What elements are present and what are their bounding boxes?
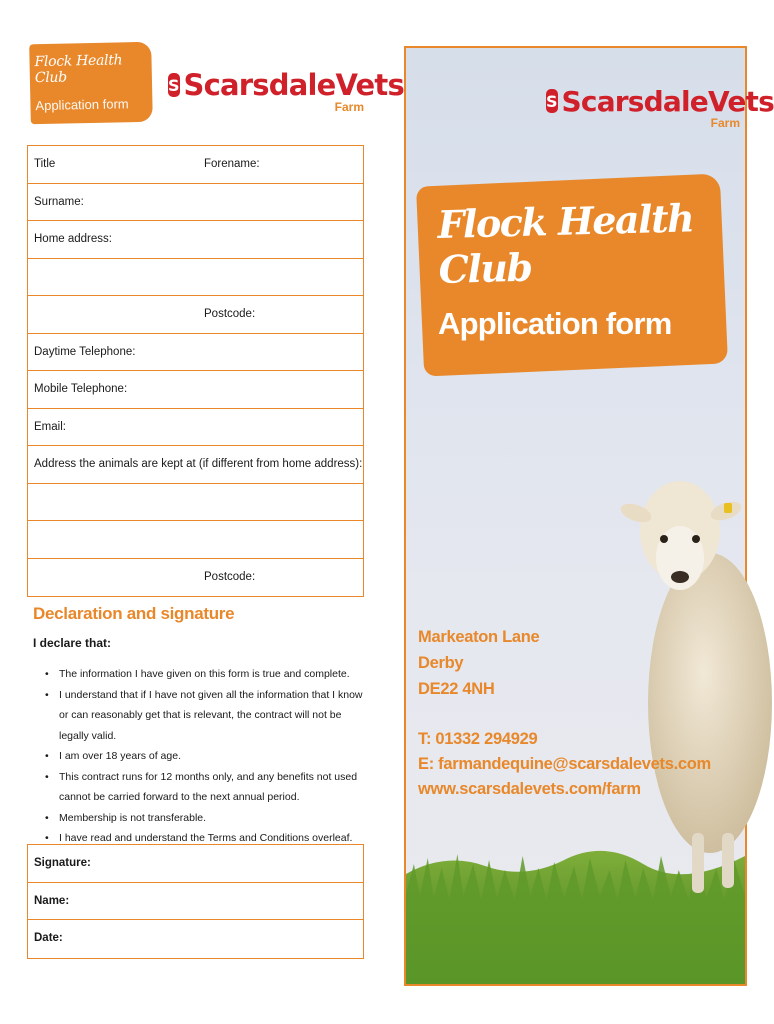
declaration-item: • The information I have given on this form is true and complete. <box>45 664 365 685</box>
cover-contact <box>418 727 711 802</box>
declaration-item: • I am over 18 years of age. <box>45 746 365 767</box>
declaration-list <box>45 664 365 849</box>
surname-field[interactable] <box>28 184 363 222</box>
address-line-2: Derby <box>418 654 464 672</box>
mobile-telephone-label: Mobile Telephone: <box>34 383 128 395</box>
address-line-1: Markeaton Lane <box>418 628 540 646</box>
row-title-forename[interactable] <box>28 146 363 184</box>
signature-field[interactable] <box>28 845 363 883</box>
forename-label: Forename: <box>204 158 260 170</box>
declaration-item: • This contract runs for 12 months only, and any benefits not used cannot be carried forward to the next annual period. <box>45 767 365 808</box>
home-address-label: Home address: <box>34 233 112 245</box>
declaration-title: Declaration and signature <box>33 604 235 623</box>
cover-title: Flock Health Club <box>436 195 694 293</box>
animals-address-line-3[interactable] <box>28 521 363 559</box>
address-line-3: DE22 4NH <box>418 680 495 698</box>
cover-panel <box>404 46 774 986</box>
application-form <box>27 145 364 597</box>
phone-text: T: 01332 294929 <box>418 730 538 748</box>
declaration-item: • I understand that if I have not given all the information that I know or can reasonably get that is relevant, the contract will not be legally valid. <box>45 685 365 747</box>
cover-logo-sub: Farm <box>710 116 740 130</box>
sheep-illustration <box>622 473 757 913</box>
name-field[interactable] <box>28 883 363 921</box>
tag-subtitle: Application form <box>35 96 129 114</box>
mobile-telephone-field[interactable] <box>28 371 363 409</box>
signature-label: Signature: <box>34 857 91 869</box>
cover-logo-mark-icon: S <box>546 89 558 113</box>
declaration-item: • Membership is not transferable. <box>45 808 365 829</box>
postcode-field[interactable] <box>28 296 363 334</box>
logo-mark-icon: S <box>168 73 180 97</box>
postcode-2-label: Postcode: <box>204 570 256 583</box>
declaration-lead: I declare that: <box>33 636 112 650</box>
daytime-telephone-label: Daytime Telephone: <box>34 345 136 358</box>
web-link[interactable]: www.scarsdalevets.com/farm <box>418 780 641 798</box>
animals-address-field[interactable] <box>28 446 363 484</box>
declaration-item: • I have read and understand the Terms and Conditions overleaf. <box>45 828 365 849</box>
email-label: Email: <box>34 420 66 433</box>
home-address-field[interactable] <box>28 221 363 259</box>
surname-label: Surname: <box>34 195 84 208</box>
daytime-telephone-field[interactable] <box>28 334 363 372</box>
cover-address <box>418 624 539 702</box>
title-label: Title <box>34 158 56 170</box>
postcode-label: Postcode: <box>204 308 256 320</box>
logo-sub: Farm <box>334 100 364 114</box>
cover-subtitle: Application form <box>438 306 672 341</box>
postcode-2-field[interactable] <box>28 559 363 597</box>
date-label: Date: <box>34 932 63 944</box>
logo-text: ScarsdaleVets <box>183 68 404 102</box>
header-tag <box>29 42 153 125</box>
name-label: Name: <box>34 894 70 907</box>
tag-title: Flock Health Club <box>34 52 123 87</box>
cover-logo-text: ScarsdaleVets <box>561 84 774 118</box>
brand-logo <box>168 56 404 114</box>
email-field[interactable] <box>28 409 363 447</box>
cover-logo <box>546 72 774 130</box>
home-address-line-2[interactable] <box>28 259 363 297</box>
animals-address-line-2[interactable] <box>28 484 363 522</box>
animals-address-label: Address the animals are kept at (if different from home address): <box>34 458 363 470</box>
email-link[interactable]: E: farmandequine@scarsdalevets.com <box>418 755 711 773</box>
date-field[interactable] <box>28 920 363 958</box>
signature-block <box>27 844 364 959</box>
